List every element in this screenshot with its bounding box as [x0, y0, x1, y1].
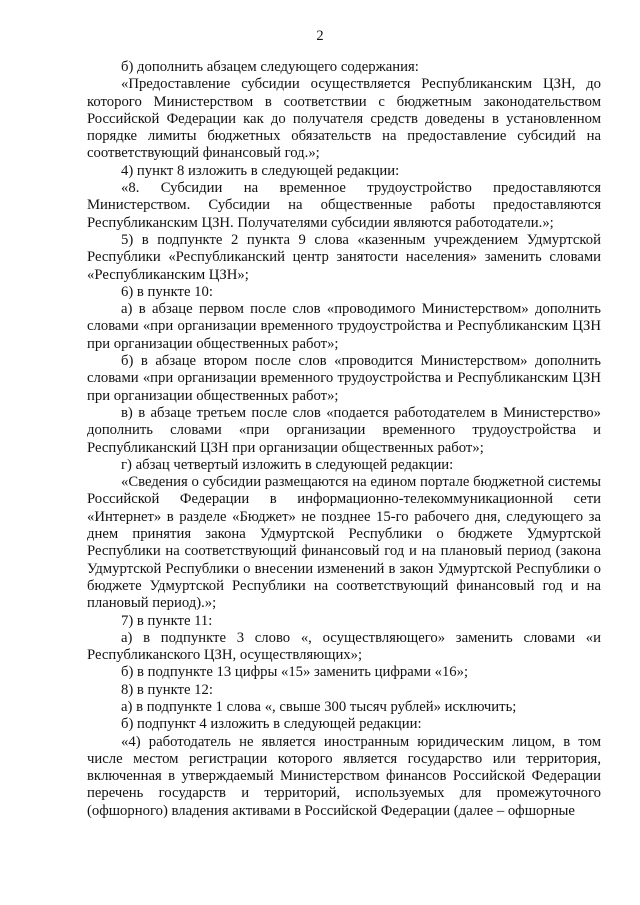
paragraph-13: а) в подпункте 3 слово «, осуществляющего» заменить словами «и Республиканского ЦЗН, осуществляющих»; [87, 629, 601, 664]
paragraph-14: б) в подпункте 13 цифры «15» заменить цифрами «16»; [121, 664, 469, 681]
paragraph-3: 4) пункт 8 изложить в следующей редакции: [121, 162, 400, 179]
paragraph-16: а) в подпункте 1 слова «, свыше 300 тысяч рублей» исключить; [121, 698, 517, 715]
document-body [87, 59, 601, 820]
paragraph-1: б) дополнить абзацем следующего содержания: [121, 59, 419, 75]
paragraph-10: г) абзац четвертый изложить в следующей редакции: [121, 456, 454, 473]
paragraph-2: «Предоставление субсидии осуществляется Республиканским ЦЗН, до которого Министерством в соответствии с бюджетным законодательством Российской Федерации как до получателя средств доведены в установленном порядке лимиты бюджетных обязательств на предоставление субсидий на соответствующий финансовый год.»; [87, 76, 601, 162]
paragraph-12: 7) в пункте 11: [121, 612, 213, 629]
page-number: 2 [316, 28, 324, 44]
paragraph-4: «8. Субсидии на временное трудоустройство предоставляются Министерством. Субсидии на общественные работы предоставляются Республиканским ЦЗН. Получателями субсидии являются работодатели.»; [87, 180, 601, 231]
paragraph-7: а) в абзаце первом после слов «проводимого Министерством» дополнить словами «при организации временного трудоустройства и Республиканским ЦЗН при организации общественных работ»; [87, 301, 601, 352]
paragraph-17: б) подпункт 4 изложить в следующей редакции: [121, 716, 422, 733]
paragraph-11: «Сведения о субсидии размещаются на едином портале бюджетной системы Российской Федерации в информационно-телекоммуникационной сети «Интернет» в разделе «Бюджет» не позднее 15-го рабочего дня, следующего за днем принятия закона Удмуртской Республики о бюджете Удмуртской Республики на соответствующий финансовый год и на плановый период (закона Удмуртской Республики о внесении изменений в закон Удмуртской Республики о бюджете Удмуртской Республики на соответствующий финансовый год и на плановый период).»; [87, 474, 601, 612]
paragraph-5: 5) в подпункте 2 пункта 9 слова «казенным учреждением Удмуртской Республики «Республиканский центр занятости населения» заменить словами «Республиканским ЦЗН»; [87, 231, 601, 283]
paragraph-8: б) в абзаце втором после слов «проводится Министерством» дополнить словами «при организации временного трудоустройства и Республиканским ЦЗН при организации общественных работ»; [87, 353, 601, 404]
paragraph-15: 8) в пункте 12: [121, 681, 213, 698]
paragraph-9: в) в абзаце третьем после слов «подается работодателем в Министерство» дополнить словами «при организации временного трудоустройства и Республиканский ЦЗН при организации общественных работ»; [87, 404, 601, 456]
paragraph-6: 6) в пункте 10: [121, 283, 213, 300]
paragraph-18: «4) работодатель не является иностранным юридическим лицом, в том числе местом регистрации которого является государство или территория, включенная в утверждаемый Министерством финансов Российской Федерации перечень государств и территорий, используемых для промежуточного (офшорного) владения активами в Российской Федерации (далее – офшорные [87, 733, 601, 819]
